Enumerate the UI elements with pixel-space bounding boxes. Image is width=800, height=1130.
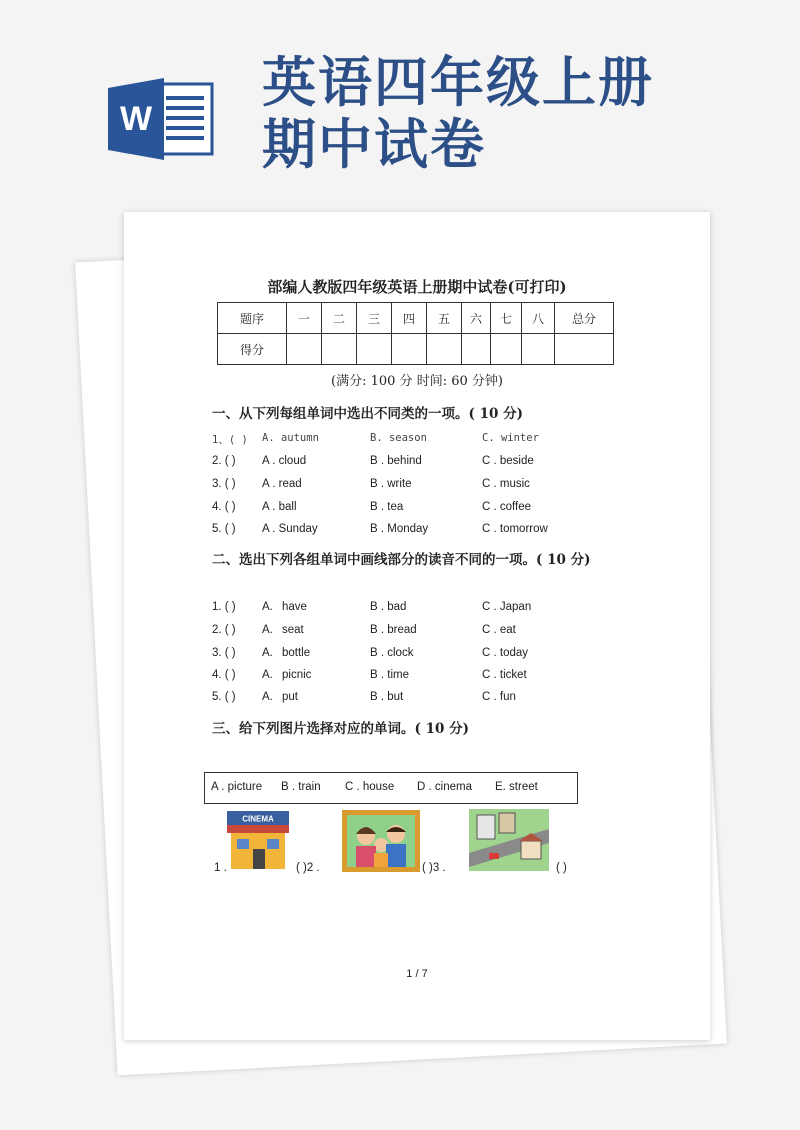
word-option: E. street bbox=[495, 781, 538, 793]
svg-text:CINEMA: CINEMA bbox=[242, 814, 274, 824]
exam-title: 部编人教版四年级英语上册期中试卷(可打印) bbox=[267, 278, 567, 296]
score-cell: 四 bbox=[392, 303, 427, 334]
option-b: B . but bbox=[370, 691, 404, 703]
question-row bbox=[212, 501, 632, 519]
word-document-icon bbox=[108, 78, 218, 160]
banner-title-line1: 英语四年级上册 bbox=[262, 51, 654, 114]
question-row bbox=[212, 601, 632, 619]
word-option: D . cinema bbox=[417, 781, 472, 793]
score-input-cell[interactable] bbox=[522, 334, 555, 365]
option-b: B . clock bbox=[370, 647, 414, 659]
option-b: B . write bbox=[370, 478, 412, 490]
option-a: A. autumn bbox=[262, 432, 319, 444]
page-number: 1 / 7 bbox=[406, 968, 428, 980]
question-row bbox=[212, 624, 632, 642]
option-c: C . music bbox=[482, 478, 530, 490]
option-c: C . today bbox=[482, 647, 529, 659]
option-c: C . coffee bbox=[482, 501, 532, 513]
question-row bbox=[212, 669, 632, 687]
score-input-cell[interactable] bbox=[357, 334, 392, 365]
banner-title-line2: 期中试卷 bbox=[262, 113, 486, 176]
option-a-label: A. bbox=[262, 601, 273, 613]
score-cell: 三 bbox=[357, 303, 392, 334]
option-b: B. season bbox=[370, 432, 427, 444]
banner-title bbox=[262, 52, 654, 176]
score-cell: 六 bbox=[462, 303, 491, 334]
section2-heading: 二、选出下列各组单词中画线部分的读音不同的一项。( 10 分) bbox=[212, 552, 591, 568]
question-row bbox=[212, 455, 632, 473]
question-number: 3. ( ) bbox=[212, 478, 236, 490]
option-c: C . ticket bbox=[482, 669, 527, 681]
score-cell: 一 bbox=[287, 303, 322, 334]
option-c: C . beside bbox=[482, 455, 534, 467]
option-a-word: seat bbox=[282, 624, 304, 636]
score-input-cell[interactable] bbox=[427, 334, 462, 365]
score-table-score-row bbox=[218, 334, 614, 365]
option-a: A . Sunday bbox=[262, 523, 318, 535]
section3-heading: 三、给下列图片选择对应的单词。( 10 分) bbox=[212, 721, 469, 737]
score-cell: 二 bbox=[322, 303, 357, 334]
score-input-cell[interactable] bbox=[392, 334, 427, 365]
score-label-cell: 得分 bbox=[218, 334, 287, 365]
word-option: B . train bbox=[281, 781, 321, 793]
score-input-cell[interactable] bbox=[462, 334, 491, 365]
option-a-word: have bbox=[282, 601, 307, 613]
option-b: B . time bbox=[370, 669, 409, 681]
question-row bbox=[212, 432, 632, 450]
option-c: C . fun bbox=[482, 691, 516, 703]
option-a: A . cloud bbox=[262, 455, 307, 467]
option-c: C . Japan bbox=[482, 601, 532, 613]
picture-label: 1 . bbox=[214, 862, 227, 874]
question-number: 5. ( ) bbox=[212, 691, 236, 703]
option-a-word: bottle bbox=[282, 647, 311, 659]
option-b: B . tea bbox=[370, 501, 404, 513]
word-option: A . picture bbox=[211, 781, 263, 793]
option-a-label: A. bbox=[262, 691, 273, 703]
word-option: C . house bbox=[345, 781, 395, 793]
option-a: A . ball bbox=[262, 501, 297, 513]
question-row bbox=[212, 523, 632, 541]
option-c: C . tomorrow bbox=[482, 523, 548, 535]
score-cell: 七 bbox=[491, 303, 522, 334]
score-input-cell[interactable] bbox=[322, 334, 357, 365]
picture-label: ( ) bbox=[556, 862, 567, 874]
option-b: B . bad bbox=[370, 601, 407, 613]
banner bbox=[0, 0, 800, 200]
question-number: 4. ( ) bbox=[212, 501, 236, 513]
option-b: B . Monday bbox=[370, 523, 429, 535]
option-a-label: A. bbox=[262, 647, 273, 659]
question-row bbox=[212, 691, 632, 709]
exam-info: (满分: 100 分 时间: 60 分钟) bbox=[331, 374, 503, 389]
word-options-box bbox=[204, 772, 578, 804]
section1-heading: 一、从下列每组单词中选出不同类的一项。( 10 分) bbox=[212, 406, 523, 422]
score-cell: 八 bbox=[522, 303, 555, 334]
score-table-header-row bbox=[218, 303, 614, 334]
score-input-cell[interactable] bbox=[555, 334, 614, 365]
picture-label: ( )3 . bbox=[422, 862, 446, 874]
question-row bbox=[212, 647, 632, 665]
option-b: B . bread bbox=[370, 624, 417, 636]
family-picture bbox=[342, 810, 420, 872]
score-input-cell[interactable] bbox=[491, 334, 522, 365]
option-a: A . read bbox=[262, 478, 302, 490]
cinema-picture bbox=[227, 809, 289, 871]
question-number: 2. ( ) bbox=[212, 455, 236, 467]
score-cell: 总分 bbox=[555, 303, 614, 334]
option-b: B . behind bbox=[370, 455, 422, 467]
option-a-label: A. bbox=[262, 669, 273, 681]
question-number: 1、( ) bbox=[212, 434, 248, 446]
option-c: C. winter bbox=[482, 432, 539, 444]
question-number: 3. ( ) bbox=[212, 647, 236, 659]
score-cell: 五 bbox=[427, 303, 462, 334]
option-a-word: put bbox=[282, 691, 298, 703]
option-a-word: picnic bbox=[282, 669, 312, 681]
question-number: 5. ( ) bbox=[212, 523, 236, 535]
street-picture bbox=[469, 809, 549, 871]
question-number: 1. ( ) bbox=[212, 601, 236, 613]
svg-text:W: W bbox=[119, 100, 153, 138]
picture-label: ( )2 . bbox=[296, 862, 320, 874]
score-cell: 题序 bbox=[218, 303, 287, 334]
score-input-cell[interactable] bbox=[287, 334, 322, 365]
question-row bbox=[212, 478, 632, 496]
score-table bbox=[217, 302, 614, 365]
question-number: 2. ( ) bbox=[212, 624, 236, 636]
option-a-label: A. bbox=[262, 624, 273, 636]
option-c: C . eat bbox=[482, 624, 516, 636]
exam-page bbox=[124, 212, 710, 1040]
question-number: 4. ( ) bbox=[212, 669, 236, 681]
